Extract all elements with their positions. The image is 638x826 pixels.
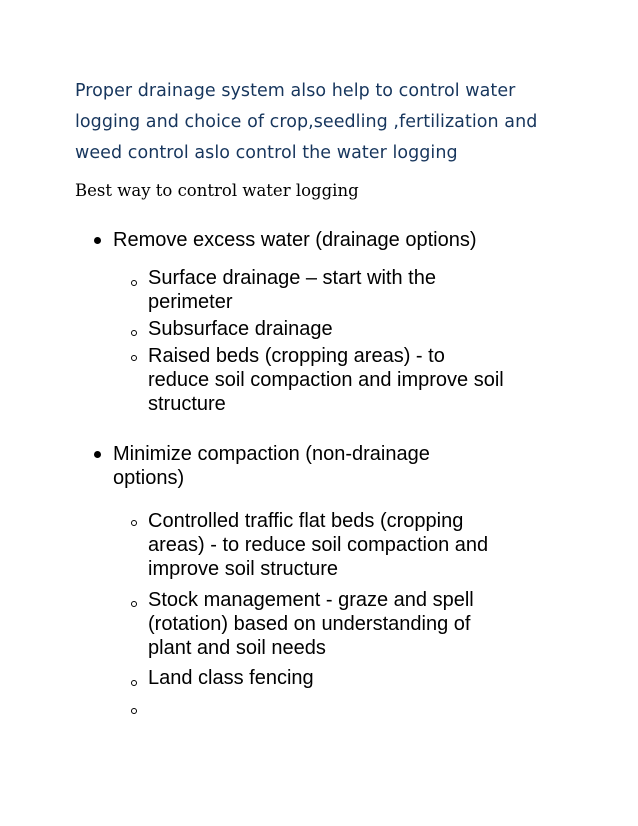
intro-line: logging and choice of crop,seedling ,fertilization and <box>75 112 538 132</box>
section-heading: Best way to control water logging <box>75 181 359 200</box>
sub-bullet-circle-icon <box>131 601 137 607</box>
sub-bullet-circle-icon <box>131 520 137 526</box>
sub-bullet-circle-icon <box>131 330 137 336</box>
sub-bullet-subsurface-drainage: Subsurface drainage <box>148 318 333 340</box>
intro-line: weed control aslo control the water logging <box>75 143 458 163</box>
sub-bullet-surface-drainage: Surface drainage – start with the perimeter <box>148 267 436 313</box>
sub-bullet-circle-icon <box>131 680 137 686</box>
sub-bullet-raised-beds: Raised beds (cropping areas) - to reduce soil compaction and improve soil structure <box>148 345 504 415</box>
sub-bullet-controlled-traffic: Controlled traffic flat beds (cropping areas) - to reduce soil compaction and improve soil structure <box>148 510 489 580</box>
sub-bullet-stock-management: Stock management - graze and spell (rotation) based on understanding of plant and soil needs <box>148 589 474 659</box>
sub-bullet-circle-icon <box>131 355 137 361</box>
bullet-dot-icon <box>94 237 101 244</box>
sub-bullet-circle-icon <box>131 280 137 286</box>
bullet-item-minimize-compaction: Minimize compaction (non-drainage options) <box>113 443 430 489</box>
bullet-dot-icon <box>94 451 101 458</box>
intro-line: Proper drainage system also help to control water <box>75 81 516 101</box>
sub-bullet-circle-icon <box>131 708 137 714</box>
bullet-item-remove-water: Remove excess water (drainage options) <box>113 229 477 251</box>
sub-bullet-land-class-fencing: Land class fencing <box>148 667 314 689</box>
intro-paragraph <box>75 76 575 169</box>
